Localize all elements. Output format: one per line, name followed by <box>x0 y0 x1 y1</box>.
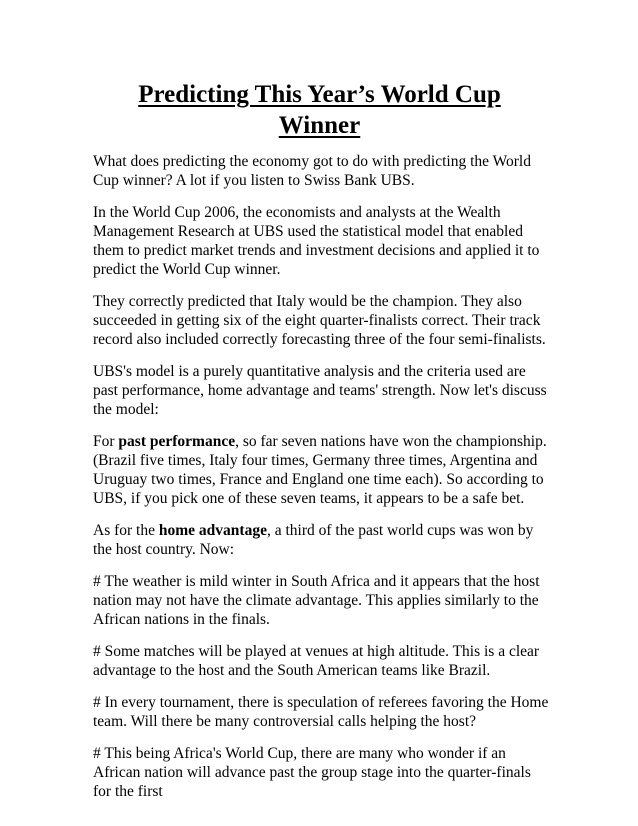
title-line-1: Predicting This Year’s World Cup <box>138 81 501 108</box>
home-advantage-term: home advantage <box>158 522 267 539</box>
home-advantage-body: , a third of the past world cups was won by the host country. Now: <box>93 522 534 558</box>
paragraph-altitude: # Some matches will be played at venues at high altitude. This is a clear advantage to the host and the South American teams like Brazil. <box>93 643 540 679</box>
paragraph-correct-predictions: They correctly predicted that Italy would be the champion. They also succeeded in getting six of the eight quarter-finalists correct. Their track record also included correctly forecasting three of the four semi-finalists. <box>93 293 546 348</box>
past-performance-lead: For <box>93 433 119 450</box>
paragraph-past-performance <box>93 432 550 508</box>
paragraph-2006-world-cup: In the World Cup 2006, the economists and analysts at the Wealth Management Research at UBS used the statistical model that enabled them to predict market trends and investment decisions and applied it to predict the World Cup winner. <box>93 204 540 278</box>
document-title <box>93 79 550 141</box>
paragraph-africa-world-cup: # This being Africa's World Cup, there are many who wonder if an African nation will advance past the group stage into the quarter-finals for the first <box>93 745 531 800</box>
paragraph-referees: # In every tournament, there is speculation of referees favoring the Home team. Will there be many controversial calls helping the host? <box>93 694 549 730</box>
paragraph-ubs-model: UBS's model is a purely quantitative analysis and the criteria used are past performance, home advantage and teams' strength. Now let's discuss the model: <box>93 363 547 418</box>
past-performance-term: past performance <box>118 433 236 450</box>
title-line-2: Winner <box>278 112 361 139</box>
paragraph-weather: # The weather is mild winter in South Africa and it appears that the host nation may not have the climate advantage. This applies similarly to the African nations in the finals. <box>93 573 540 628</box>
paragraph-intro: What does predicting the economy got to do with predicting the World Cup winner? A lot if you listen to Swiss Bank UBS. <box>93 153 531 189</box>
paragraph-home-advantage <box>93 521 550 559</box>
home-advantage-lead: As for the <box>93 522 159 539</box>
past-performance-body: , so far seven nations have won the championship. (Brazil five times, Italy four times, Germany three times, Argentina and Uruguay two times, France and England one time each). So according to UBS, if you pick one of these seven teams, it appears to be a safe bet. <box>93 433 547 507</box>
